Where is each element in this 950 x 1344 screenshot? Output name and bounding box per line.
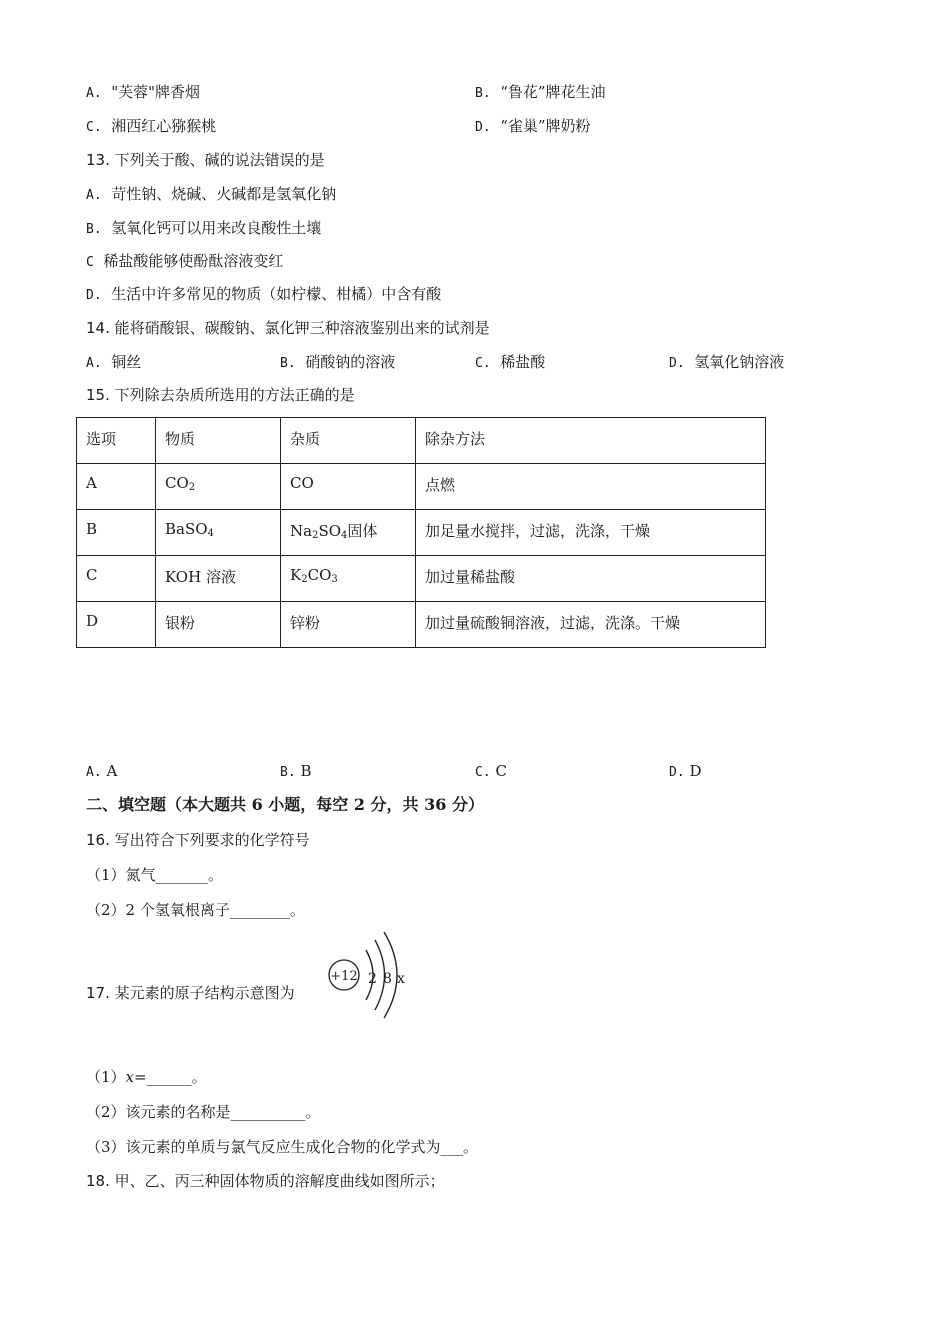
table-cell: D <box>77 602 156 648</box>
table-row <box>77 464 766 510</box>
table-cell: $K_2CO_3$ <box>281 556 416 602</box>
q16-part-2: （2）2 个氢氧根离子________。 <box>86 901 305 919</box>
table-row <box>77 556 766 602</box>
shell-1-electrons: 2 <box>368 971 377 987</box>
table-cell: $CO_2$ <box>156 464 281 510</box>
table-header-cell: 杂质 <box>281 418 416 464</box>
table-row <box>77 602 766 648</box>
table-cell: CO <box>281 464 416 510</box>
q14-option-b: B. 硝酸钠的溶液 <box>280 353 396 371</box>
option-c: C. 湘西红心猕猴桃 <box>86 117 217 135</box>
question-14: 14. 能将硝酸银、碳酸钠、氯化钾三种溶液鉴别出来的试剂是 <box>86 319 490 337</box>
q13-option-d: D. 生活中许多常见的物质（如柠檬、柑橘）中含有酸 <box>86 285 442 303</box>
q17-part-3: （3）该元素的单质与氯气反应生成化合物的化学式为___。 <box>86 1138 479 1156</box>
q13-option-b: B. 氢氧化钙可以用来改良酸性土壤 <box>86 219 322 237</box>
q15-option-a: A. A <box>86 762 118 780</box>
table-cell: 点燃 <box>416 464 766 510</box>
q14-option-c: C. 稀盐酸 <box>475 353 546 371</box>
q17-part-1: （1）x=______。 <box>86 1068 207 1086</box>
option-d: D. “雀巢”牌奶粉 <box>475 117 591 135</box>
q13-option-a: A. 苛性钠、烧碱、火碱都是氢氧化钠 <box>86 185 337 203</box>
table-header-cell: 选项 <box>77 418 156 464</box>
q15-option-d: D. D <box>669 762 702 780</box>
atom-structure-diagram <box>324 928 414 1024</box>
question-17: 17. 某元素的原子结构示意图为 <box>86 984 295 1002</box>
shell-2-electrons: 8 <box>383 971 392 987</box>
section-title: 二、填空题（本大题共 6 小题，每空 2 分，共 36 分） <box>86 795 484 814</box>
table-cell: BaSO$_4$ <box>156 510 281 556</box>
q13-option-c: C 稀盐酸能够使酚酞溶液变红 <box>86 252 284 270</box>
table-header-row <box>77 418 766 464</box>
table-cell: $Na_2SO_4$固体 <box>281 510 416 556</box>
q14-option-d: D. 氢氧化钠溶液 <box>669 353 785 371</box>
table-cell: 加足量水搅拌，过滤，洗涤，干燥 <box>416 510 766 556</box>
q17-part-2: （2）该元素的名称是__________。 <box>86 1103 321 1121</box>
question-13: 13. 下列关于酸、碱的说法错误的是 <box>86 151 325 169</box>
table-cell: 锌粉 <box>281 602 416 648</box>
table-cell: 加过量稀盐酸 <box>416 556 766 602</box>
nucleus-charge: +12 <box>330 969 358 984</box>
q14-option-a: A. 铜丝 <box>86 353 142 371</box>
table-cell: 银粉 <box>156 602 281 648</box>
table-header-cell: 除杂方法 <box>416 418 766 464</box>
table-row <box>77 510 766 556</box>
option-a: A. "芙蓉"牌香烟 <box>86 83 201 101</box>
question-16: 16. 写出符合下列要求的化学符号 <box>86 831 310 849</box>
shell-3-electrons: x <box>397 971 405 987</box>
option-b: B. “鲁花”牌花生油 <box>475 83 606 101</box>
table-header-cell: 物质 <box>156 418 281 464</box>
table-cell: 加过量硫酸铜溶液，过滤，洗涤。干燥 <box>416 602 766 648</box>
table-cell: C <box>77 556 156 602</box>
q16-part-1: （1）氮气_______。 <box>86 866 224 884</box>
table-cell: KOH 溶液 <box>156 556 281 602</box>
table-cell: B <box>77 510 156 556</box>
table-cell: A <box>77 464 156 510</box>
q15-option-c: C. C <box>475 762 507 780</box>
question-15: 15. 下列除去杂质所选用的方法正确的是 <box>86 386 355 404</box>
q15-option-b: B. B <box>280 762 312 780</box>
purification-table <box>76 417 766 648</box>
question-18: 18. 甲、乙、丙三种固体物质的溶解度曲线如图所示； <box>86 1172 445 1190</box>
